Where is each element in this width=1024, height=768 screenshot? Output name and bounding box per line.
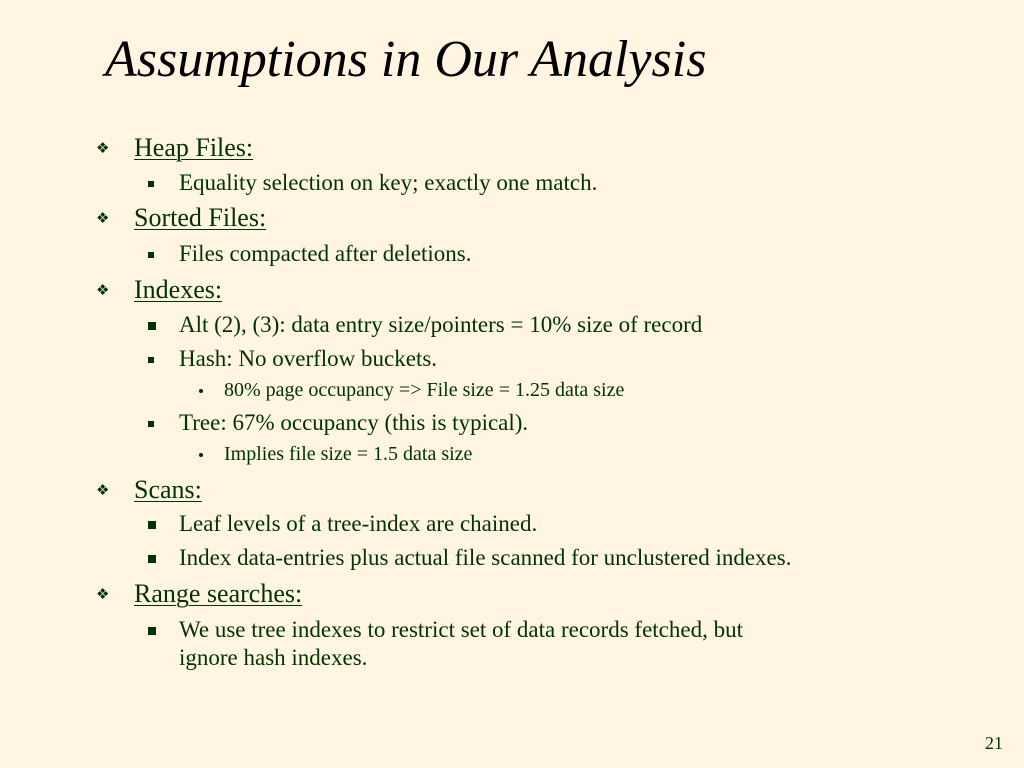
- square-bullet-icon: [148, 409, 154, 437]
- indexes-hash-item: Hash: No overflow buckets.: [179, 346, 438, 371]
- square-bullet-icon: [148, 169, 154, 197]
- indexes-hash-subitem: 80% page occupancy => File size = 1.25 data size: [224, 379, 625, 401]
- heap-files-heading: [134, 133, 253, 163]
- square-bullet-icon: [148, 510, 156, 538]
- diamond-bullet-icon: ❖: [96, 281, 110, 299]
- range-searches-heading-text: Range searches:: [134, 579, 303, 608]
- scans-item: Leaf levels of a tree-index are chained.: [179, 511, 538, 536]
- dot-bullet-icon: [199, 378, 203, 402]
- sorted-files-heading-text: Sorted Files:: [134, 203, 267, 232]
- slide-title: Assumptions in Our Analysis: [105, 31, 707, 88]
- sorted-files-heading: [134, 203, 266, 233]
- indexes-heading: [134, 275, 222, 305]
- scans-item: Index data-entries plus actual file scanned for unclustered indexes.: [179, 545, 792, 570]
- square-bullet-icon: [148, 616, 156, 644]
- page-number: 21: [985, 733, 1003, 753]
- indexes-heading-text: Indexes:: [134, 275, 223, 304]
- indexes-tree-subitem: Implies file size = 1.5 data size: [224, 443, 473, 465]
- diamond-bullet-icon: ❖: [96, 481, 110, 499]
- diamond-bullet-icon: ❖: [96, 585, 110, 603]
- square-bullet-icon: [148, 240, 154, 268]
- range-searches-item-line2: ignore hash indexes.: [179, 645, 368, 670]
- range-searches-heading: [134, 579, 302, 609]
- range-searches-item-line1: We use tree indexes to restrict set of data records fetched, but: [179, 617, 743, 642]
- square-bullet-icon: [148, 544, 156, 572]
- diamond-bullet-icon: ❖: [96, 139, 110, 157]
- indexes-alt-item: Alt (2), (3): data entry size/pointers = 10% size of record: [179, 312, 703, 337]
- scans-heading-text: Scans:: [134, 475, 202, 504]
- diamond-bullet-icon: ❖: [96, 209, 110, 227]
- scans-heading: [134, 475, 202, 505]
- heap-files-heading-text: Heap Files:: [134, 133, 254, 162]
- heap-files-item: Equality selection on key; exactly one match.: [179, 170, 598, 195]
- square-bullet-icon: [148, 311, 156, 339]
- sorted-files-item: Files compacted after deletions.: [179, 241, 472, 266]
- dot-bullet-icon: [199, 442, 203, 466]
- square-bullet-icon: [148, 345, 154, 373]
- indexes-tree-item: Tree: 67% occupancy (this is typical).: [179, 410, 529, 435]
